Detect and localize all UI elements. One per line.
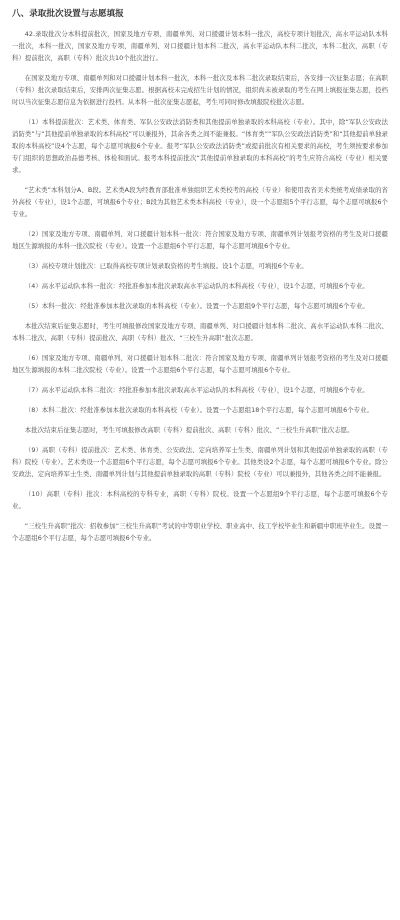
paragraph-after-batch-1-note: 本批次结束后征集志愿时，考生可填报修改国家及地方专项、南疆单列、对口援疆计划本科二批次、高水平运动队本科二批次、本科二批次、高职（专科）提前批次、高职（专科）批次、“三校生升高职”批次志愿。 (12, 322, 388, 342)
paragraph-special-program-batch-1: （2）国家及地方专项、南疆单列、对口援疆计划本科一批次：符合国家及地方专项、南疆单列计划报考资格的考生及对口援疆地区生源填报的本科一批次院校（专业）。设置一个志愿组6个平行志愿，每个志愿可填报6个专业。 (12, 230, 388, 250)
paragraph-early-undergraduate-batch: （1）本科提前批次：艺术类、体育类、军队公安政法消防类和其他提前单独录取的本科高校（专业）。其中，除“军队公安政法消防类”与“其他提前单独录取的本科高校”可以兼报外，其余各类之间不能兼报。“体育类”“军队公安政法消防类”和“其他提前单独录取的本科高校”设4个志愿，每个志愿可填报6个专业。报考“军队公安政法消防类”或提前批次有相关要求的高校，考生须按要求参加专门组织的思想政治品德考核、体检和面试。报考本科提前批次“其他提前单独录取的本科高校”的考生应符合高校（专业）相关要求。 (12, 118, 388, 174)
paragraph-undergraduate-batch-2: （8）本科二批次：经批准参加本批次录取的本科高校（专业）。设置一个志愿组18个平行志愿，每个志愿可填报6个专业。 (24, 406, 373, 414)
paragraph-art-category: “艺术类”本科划分A、B段。艺术类A段为经教育部批准单独组织艺术类校考的高校（专业）和使用我省美术类统考成绩录取的省外高校（专业），设1个志愿，可填报6个专业；B段为其他艺术类本科高校（专业），设一个志愿组5个平行志愿，每个志愿可填报6个专业。 (12, 186, 388, 218)
paragraph-undergraduate-batch-1: （5）本科一批次：经批准参加本批次录取的本科高校（专业）。设置一个志愿组9个平行志愿，每个志愿可填报6个专业。 (24, 302, 369, 310)
section-title: 八、录取批次设置与志愿填报 (12, 9, 124, 19)
paragraph-university-special-program: （3）高校专项计划批次：已取得高校专项计划录取资格的考生填报。设1个志愿，可填报6个专业。 (24, 262, 308, 270)
paragraph-sports-team-batch-2: （7）高水平运动队本科二批次：经批准参加本批次录取高水平运动队的本科高校（专业），设1个志愿，可填报6个专业。 (24, 386, 369, 394)
paragraph-sports-team-batch-1: （4）高水平运动队本科一批次：经批准参加本批次录取高水平运动队的本科高校（专业），设1个志愿，可填报6个专业。 (24, 282, 369, 290)
paragraph-vocational-batch: （10）高职（专科）批次：本科高校的专科专业，高职（专科）院校。设置一个志愿组9个平行志愿，每个志愿可填报6个专业。 (12, 490, 388, 510)
paragraph-three-schools-batch: “三校生升高职”批次：招收参加“三校生升高职”考试的中等职业学校、职业高中、技工学校毕业生和新疆中职班毕业生。设置一个志愿组6个平行志愿，每个志愿可填报6个专业。 (12, 522, 388, 542)
paragraph-vocational-early-batch: （9）高职（专科）提前批次：艺术类、体育类、公安政法、定向培养军士生类、南疆单列计划和其他提前单独录取的高职（专科）院校（专业）。艺术类设一个志愿组6个平行志愿，每个志愿可填报6个专业。其他类设2个志愿，每个志愿可填报6个专业。除公安政法、定向培养军士生类、南疆单列计划与其他提前单独录取的高职（专科）院校（专业）可以兼报外，其他各类之间不能兼报。 (12, 446, 388, 478)
paragraph-after-batch-2-note: 本批次结束后征集志愿时，考生可填报修改高职（专科）提前批次、高职（专科）批次、“三校生升高职”批次志愿。 (24, 426, 354, 434)
paragraph-special-program-batch-2: （6）国家及地方专项、南疆单列、对口援疆计划本科二批次：符合国家及地方专项、南疆单列计划报考资格的考生及对口援疆地区生源填报的本科二批次院校（专业）。设置一个志愿组6个平行志愿，每个志愿可填报6个专业。 (12, 354, 388, 374)
paragraph-supplementary-applications: 在国家及地方专项、南疆单列和对口援疆计划本科一批次，本科一批次及本科二批次录取结束后，各安排一次征集志愿；在高职（专科）批次录取结束后，安排两次征集志愿。根据高校未完成招生计划的情况，组织尚未被录取的考生在网上填报征集志愿，投档时以当次征集志愿信息为依据进行投档。从本科一批次征集志愿起，考生可同时修改填报院校批次志愿。 (12, 74, 388, 106)
paragraph-batch-overview: 42.录取批次分本科提前批次，国家及地方专项、南疆单列、对口援疆计划本科一批次，高校专项计划批次，高水平运动队本科一批次，本科一批次，国家及地方专项、南疆单列、对口援疆计划本科二批次，高水平运动队本科二批次，本科二批次，高职（专科）提前批次，高职（专科）批次共10个批次进行。 (12, 30, 388, 62)
